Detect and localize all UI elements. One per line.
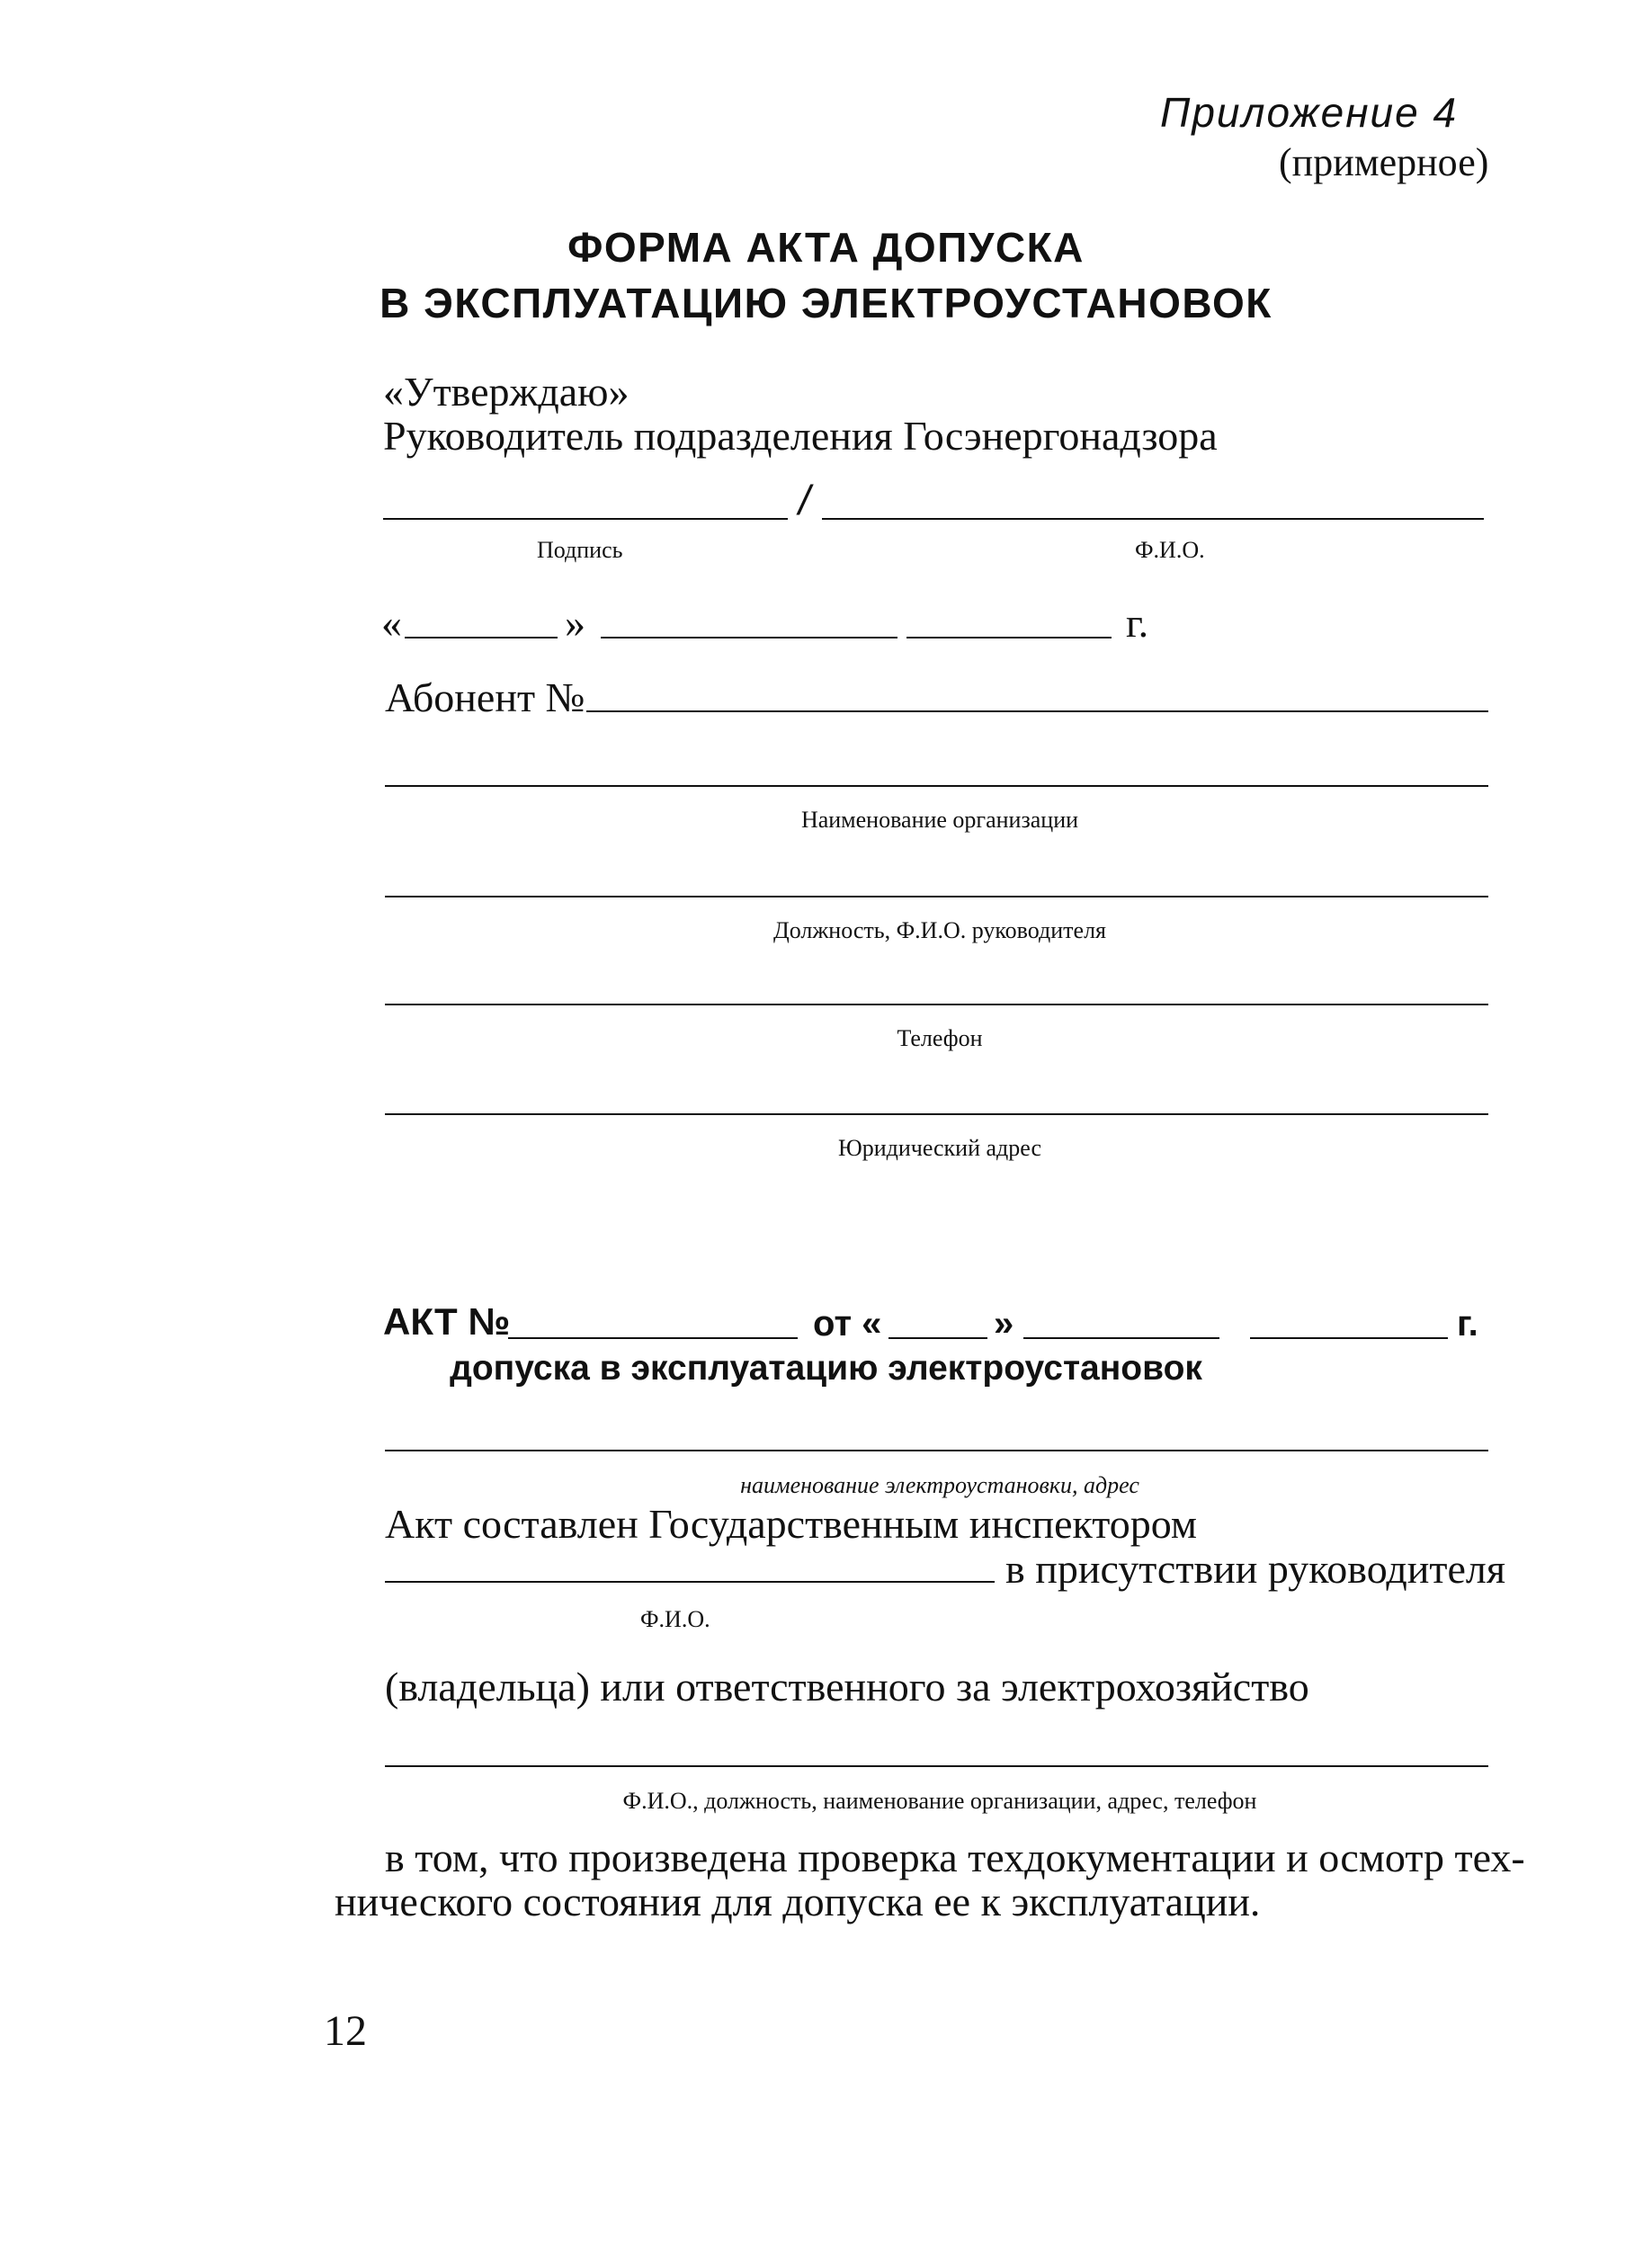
approval-day-line [405,637,558,638]
phone-line [385,1004,1488,1005]
act-number-label: АКТ № [383,1300,511,1343]
act-day-line [889,1337,987,1339]
fio-caption: Ф.И.О. [1135,537,1205,563]
owner-details-caption: Ф.И.О., должность, наименование организации, адрес, телефон [622,1788,1257,1814]
act-number-line [508,1337,798,1339]
organization-line [385,785,1488,787]
statement-line-1: в том, что произведена проверка техдокументации и осмотр тех- [385,1835,1525,1880]
page-number: 12 [324,2007,367,2055]
in-presence-text: в присутствии руководителя [1005,1546,1506,1592]
installation-caption: наименование электроустановки, адрес [740,1472,1139,1498]
form-title-line-2: В ЭКСПЛУАТАЦИЮ ЭЛЕКТРОУСТАНОВОК [380,280,1272,326]
installation-line [385,1450,1488,1451]
inspector-fio-caption: Ф.И.О. [640,1606,710,1632]
act-from-label: от « [813,1304,882,1344]
approval-year-suffix: г. [1126,600,1149,646]
act-year-line [1250,1337,1448,1339]
address-line [385,1113,1488,1115]
approve-label: «Утверждаю» [383,369,630,415]
approval-month-line [601,637,897,638]
act-close-quote: » [994,1304,1014,1344]
organization-caption: Наименование организации [800,807,1079,833]
owner-details-line [385,1765,1488,1767]
owner-line-text: (владельца) или ответственного за электрохозяйство [385,1664,1309,1710]
approver-role: Руководитель подразделения Госэнергонадзора [383,413,1218,459]
subscriber-number-line [586,710,1488,712]
head-line [385,896,1488,897]
signature-line [383,518,788,520]
act-year-suffix: г. [1457,1304,1478,1344]
head-caption: Должность, Ф.И.О. руководителя [772,917,1107,943]
signature-caption: Подпись [537,537,623,563]
approval-year-line [906,637,1112,638]
subscriber-label: Абонент № [385,674,585,720]
annex-note: (примерное) [1279,140,1489,184]
act-subtitle: допуска в эксплуатацию электроустановок [450,1349,1202,1388]
inspector-fio-line [385,1581,995,1583]
act-made-by: Акт составлен Государственным инспектором [385,1501,1197,1547]
address-caption: Юридический адрес [837,1135,1042,1161]
act-month-line [1023,1337,1219,1339]
form-title-line-1: ФОРМА АКТА ДОПУСКА [567,224,1085,271]
date-close-quote: » [565,600,585,646]
approver-fio-line [822,518,1484,520]
signature-slash: / [799,477,810,523]
statement-line-2: нического состояния для допуска ее к эксплуатации. [335,1879,1261,1924]
phone-caption: Телефон [897,1025,983,1051]
date-open-quote: « [381,600,402,646]
annex-title: Приложение 4 [1160,89,1459,136]
